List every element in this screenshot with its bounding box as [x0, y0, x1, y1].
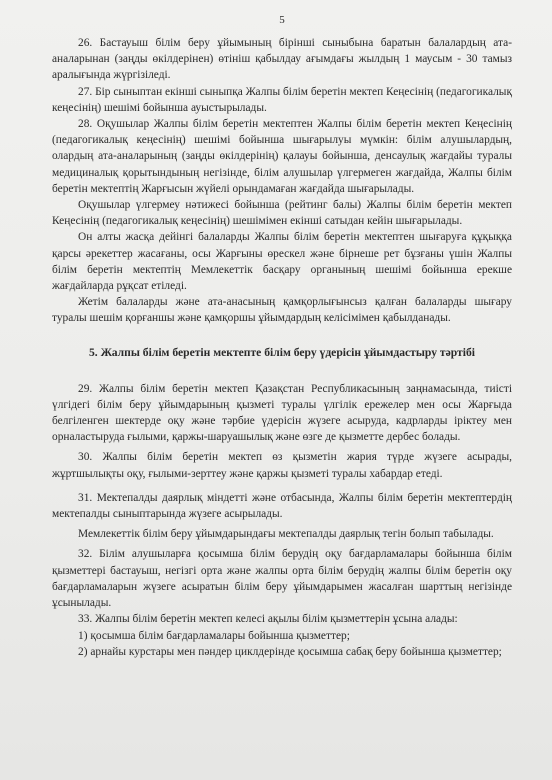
- paragraph-28-orphans: Жетім балаларды және ата-анасының қамқорлығынсыз қалған балаларды шығару туралы шешім қорғаншы және қамқоршы ұйымдардың келісімімен қабылданады.: [52, 296, 512, 325]
- paragraph-31-free: Мемлекеттік білім беру ұйымдарындағы мектепалды даярлық тегін болып табылады.: [78, 528, 494, 541]
- paragraph-29: 29. Жалпы білім беретін мектеп Қазақстан Республикасының заңнамасында, тиісті үлгідегі білім беру ұйымдарының қызметі туралы үлгілік ережелер мен осы Жарғыда белгіленген шектерде оқу және тәрбие үдерісін жүзеге асыруда, кадрларды іріктеу мен орналастыруда ғылыми, қаржы-шаруашылық және өзге де қызметте дербес болады.: [52, 382, 512, 444]
- section-heading: 5. Жалпы білім беретін мектепте білім беру үдерісін ұйымдастыру тәртібі: [89, 345, 475, 359]
- paragraph-31: 31. Мектепалды даярлық міндетті және отбасында, Жалпы білім беретін мектептердің мектепалды сыныптарында жүзеге асырылады.: [52, 491, 512, 521]
- paragraph-32: 32. Білім алушыларға қосымша білім берудің оқу бағдарламалары бойынша білім қызметтері бастауыш, негізгі орта және жалпы орта білім берудің жалпы білім беретін оқу бағдарламаларын жүзеге асыратын білім беру ұйымдарымен жасалған шарттың негізінде ұсынылады.: [52, 548, 512, 610]
- paragraph-28-rating: Оқушылар үлгермеу нәтижесі бойынша (рейтинг балы) Жалпы білім беретін мектеп Кеңесінің (педагогикалық кеңесінің) шешімімен екінші сатыдан кейін шығарылады.: [52, 199, 512, 228]
- paragraph-28-under-sixteen: Он алты жасқа дейінгі балаларды Жалпы білім беретін мектептен шығаруға құқыққа қарсы әрекеттер жасағаны, осы Жарғыны өрескел және бірнеше рет бұзғаны үшін Жалпы білім беретін мектептің Мемлекеттік басқару органының шешімі бойынша ерекше жағдайларда рұқсат етіледі.: [52, 231, 512, 293]
- list-item-33-1: 1) қосымша білім бағдарламалары бойынша қызметтер;: [78, 629, 350, 642]
- paragraph-30: 30. Жалпы білім беретін мектеп өз қызметін жария түрде жүзеге асырады, жұртшылықты оқу, ғылыми-зерттеу және қаржы қызметі туралы хабардар етеді.: [52, 451, 512, 480]
- page-number: 5: [279, 14, 285, 26]
- paragraph-26: 26. Бастауыш білім беру ұйымының бірінші сыныбына баратын балалардың ата-аналарынан (заңды өкілдерінен) өтініш қабылдау ағымдағы жылдың 1 маусым - 30 тамыз аралығында жүргізіледі.: [52, 37, 512, 82]
- paragraph-28: 28. Оқушылар Жалпы білім беретін мектептен Жалпы білім беретін мектеп Кеңесінің (педагогикалық кеңесінің) шешімі бойынша шығарылуы мүмкін: білім алушылардың, олардың ата-аналарының (заңды өкілдерінің) қалауы бойынша, денсаулық жағдайы туралы медициналық қорытындының негізінде, білім алушылар үлгермеген жағдайда, Жалпы білім беретін мектептің Жарғысын жүйелі орындамаған жағдайда шығарылады.: [52, 118, 512, 195]
- paragraph-27: 27. Бір сыныптан екінші сыныпқа Жалпы білім беретін мектеп Кеңесінің (педагогикалық кеңесінің) шешімі бойынша ауыстырылады.: [52, 85, 512, 114]
- paragraph-33: 33. Жалпы білім беретін мектеп келесі ақылы білім қызметтерін ұсына алады:: [78, 613, 458, 626]
- list-item-33-2: 2) арнайы курстары мен пәндер циклдерінде қосымша сабақ беру бойынша қызметтер;: [78, 645, 502, 658]
